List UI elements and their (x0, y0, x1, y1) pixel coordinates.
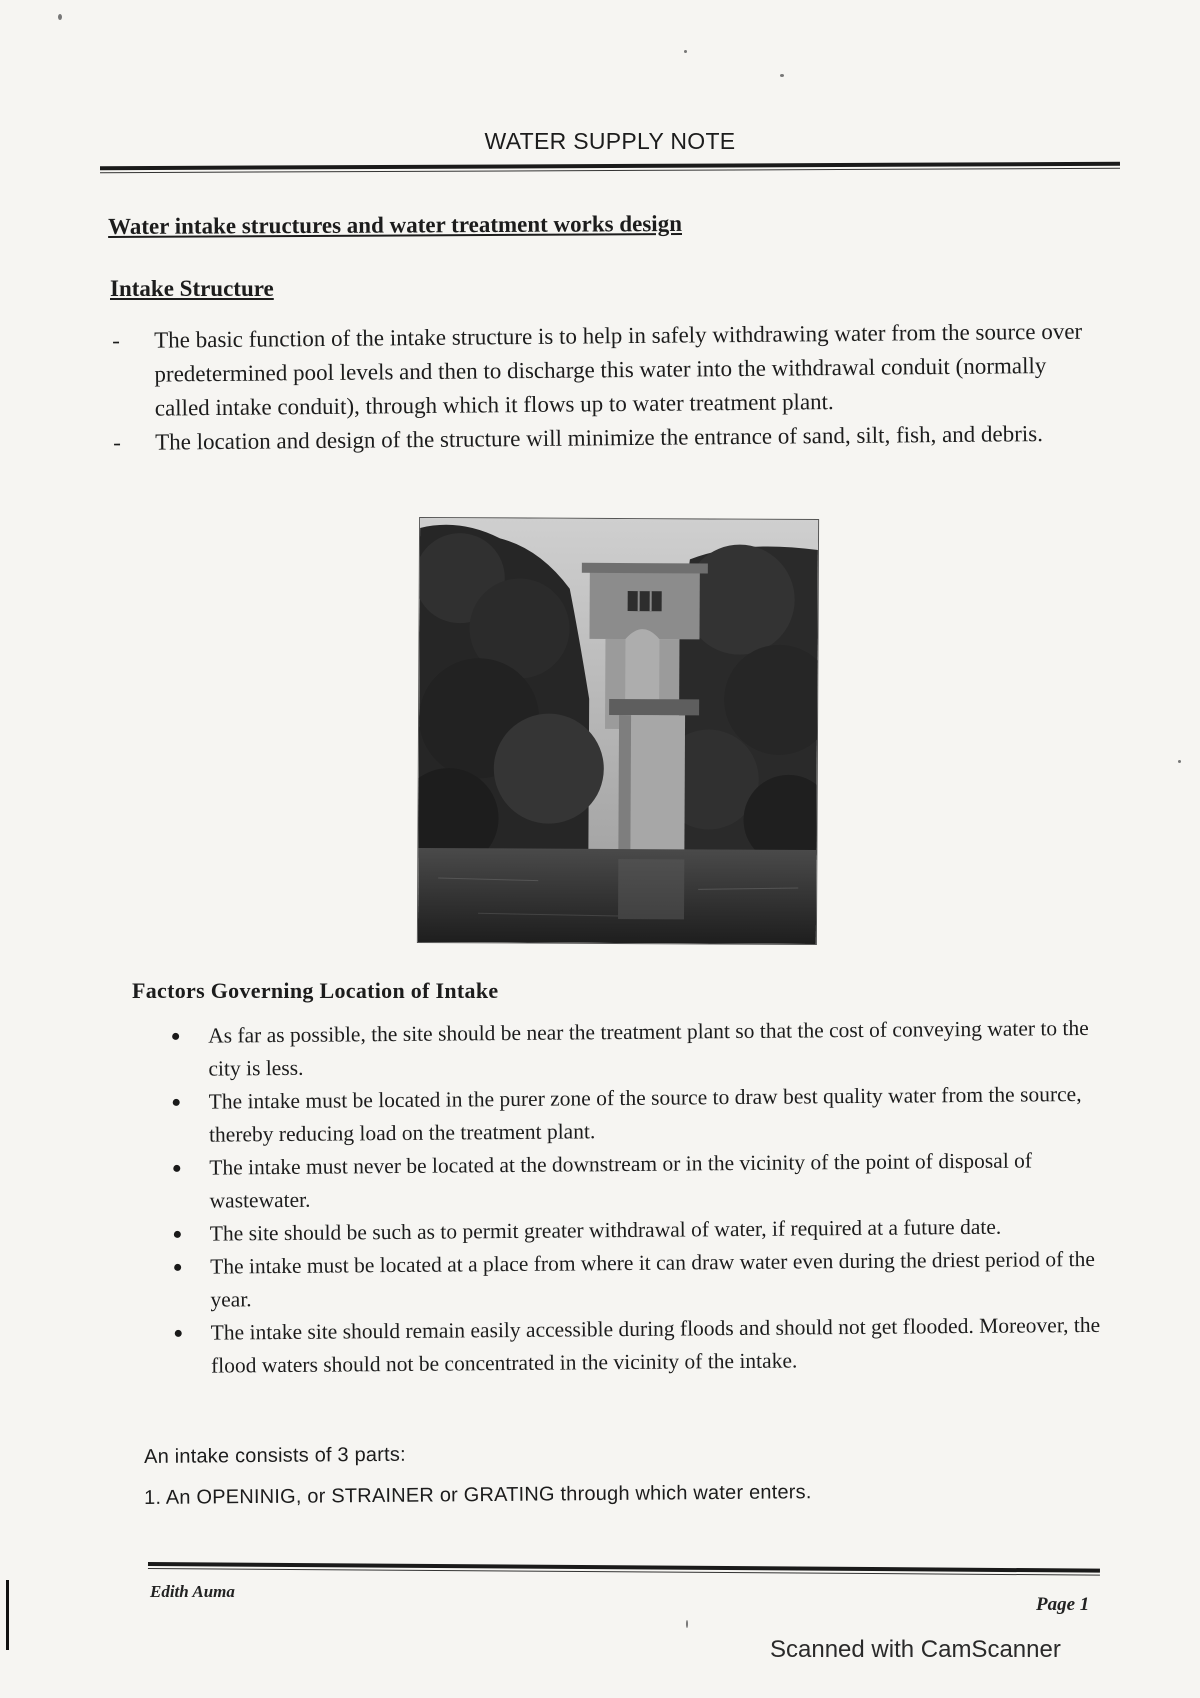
scan-speck (684, 50, 687, 53)
list-item-text: The site should be such as to permit greater withdrawal of water, if required at a future date. (209, 1214, 1002, 1246)
list-item-text: The intake site should remain easily accessible during floods and should not get flooded. Moreover, the flood waters should not be concentrated in the vicinity of the intake. (210, 1312, 1101, 1378)
list-item (166, 1012, 1117, 1086)
bullet-icon (175, 1330, 182, 1337)
dash-marker: - (113, 429, 121, 455)
bullet-icon (173, 1099, 180, 1106)
intake-structure-points (112, 315, 1093, 460)
footer-rule (148, 1562, 1100, 1576)
scanner-watermark: Scanned with CamScanner (770, 1636, 1061, 1663)
list-item-text: The intake must be located in the purer zone of the source to draw best quality water from the source, thereby reducing load on the treatment plant. (208, 1082, 1082, 1147)
intake-parts-intro: An intake consists of 3 parts: (144, 1443, 406, 1468)
scan-speck (686, 1620, 688, 1628)
bullet-icon (174, 1231, 181, 1238)
footer-author: Edith Auma (150, 1582, 235, 1601)
scan-speck (1178, 760, 1181, 763)
list-item (169, 1309, 1120, 1383)
factors-list (166, 1012, 1119, 1383)
scan-speck (780, 74, 784, 77)
intake-tower-illustration (418, 518, 818, 944)
intake-tower-photo (417, 517, 819, 945)
footer-page-number: Page 1 (1036, 1594, 1090, 1615)
scan-edge-mark (6, 1580, 9, 1650)
list-item-text: The intake must never be located at the downstream or in the vicinity of the point of disposal of wastewater. (209, 1148, 1033, 1213)
main-heading: Water intake structures and water treatment works design (108, 210, 683, 239)
document-header-title: WATER SUPPLY NOTE (484, 128, 736, 154)
list-item (167, 1078, 1118, 1152)
bullet-icon (173, 1165, 180, 1172)
bullet-icon (172, 1033, 179, 1040)
scan-speck (58, 14, 62, 20)
intake-part-1: 1. An OPENINIG, or STRAINER or GRATING through which water enters. (144, 1481, 812, 1509)
section-heading-factors: Factors Governing Location of Intake (132, 978, 499, 1003)
header-rule (100, 162, 1120, 173)
list-item-text: The basic function of the intake structure is to help in safely withdrawing water from the source over predetermined pool levels and then to discharge this water into the withdrawal conduit (normally called intake conduit), through which it flows up to water treatment plant. (154, 318, 1083, 421)
list-item-text: The intake must be located at a place from where it can draw water even during the driest period of the year. (210, 1246, 1095, 1312)
bullet-icon (174, 1264, 181, 1271)
list-item (112, 315, 1093, 426)
list-item-text: As far as possible, the site should be near the treatment plant so that the cost of conveying water to the city is less. (208, 1015, 1089, 1081)
list-item (167, 1144, 1118, 1218)
list-item (168, 1243, 1119, 1317)
list-item-text: The location and design of the structure will minimize the entrance of sand, silt, fish, and debris. (155, 421, 1044, 455)
section-heading-intake-structure: Intake Structure (110, 276, 274, 301)
dash-marker: - (112, 327, 120, 353)
